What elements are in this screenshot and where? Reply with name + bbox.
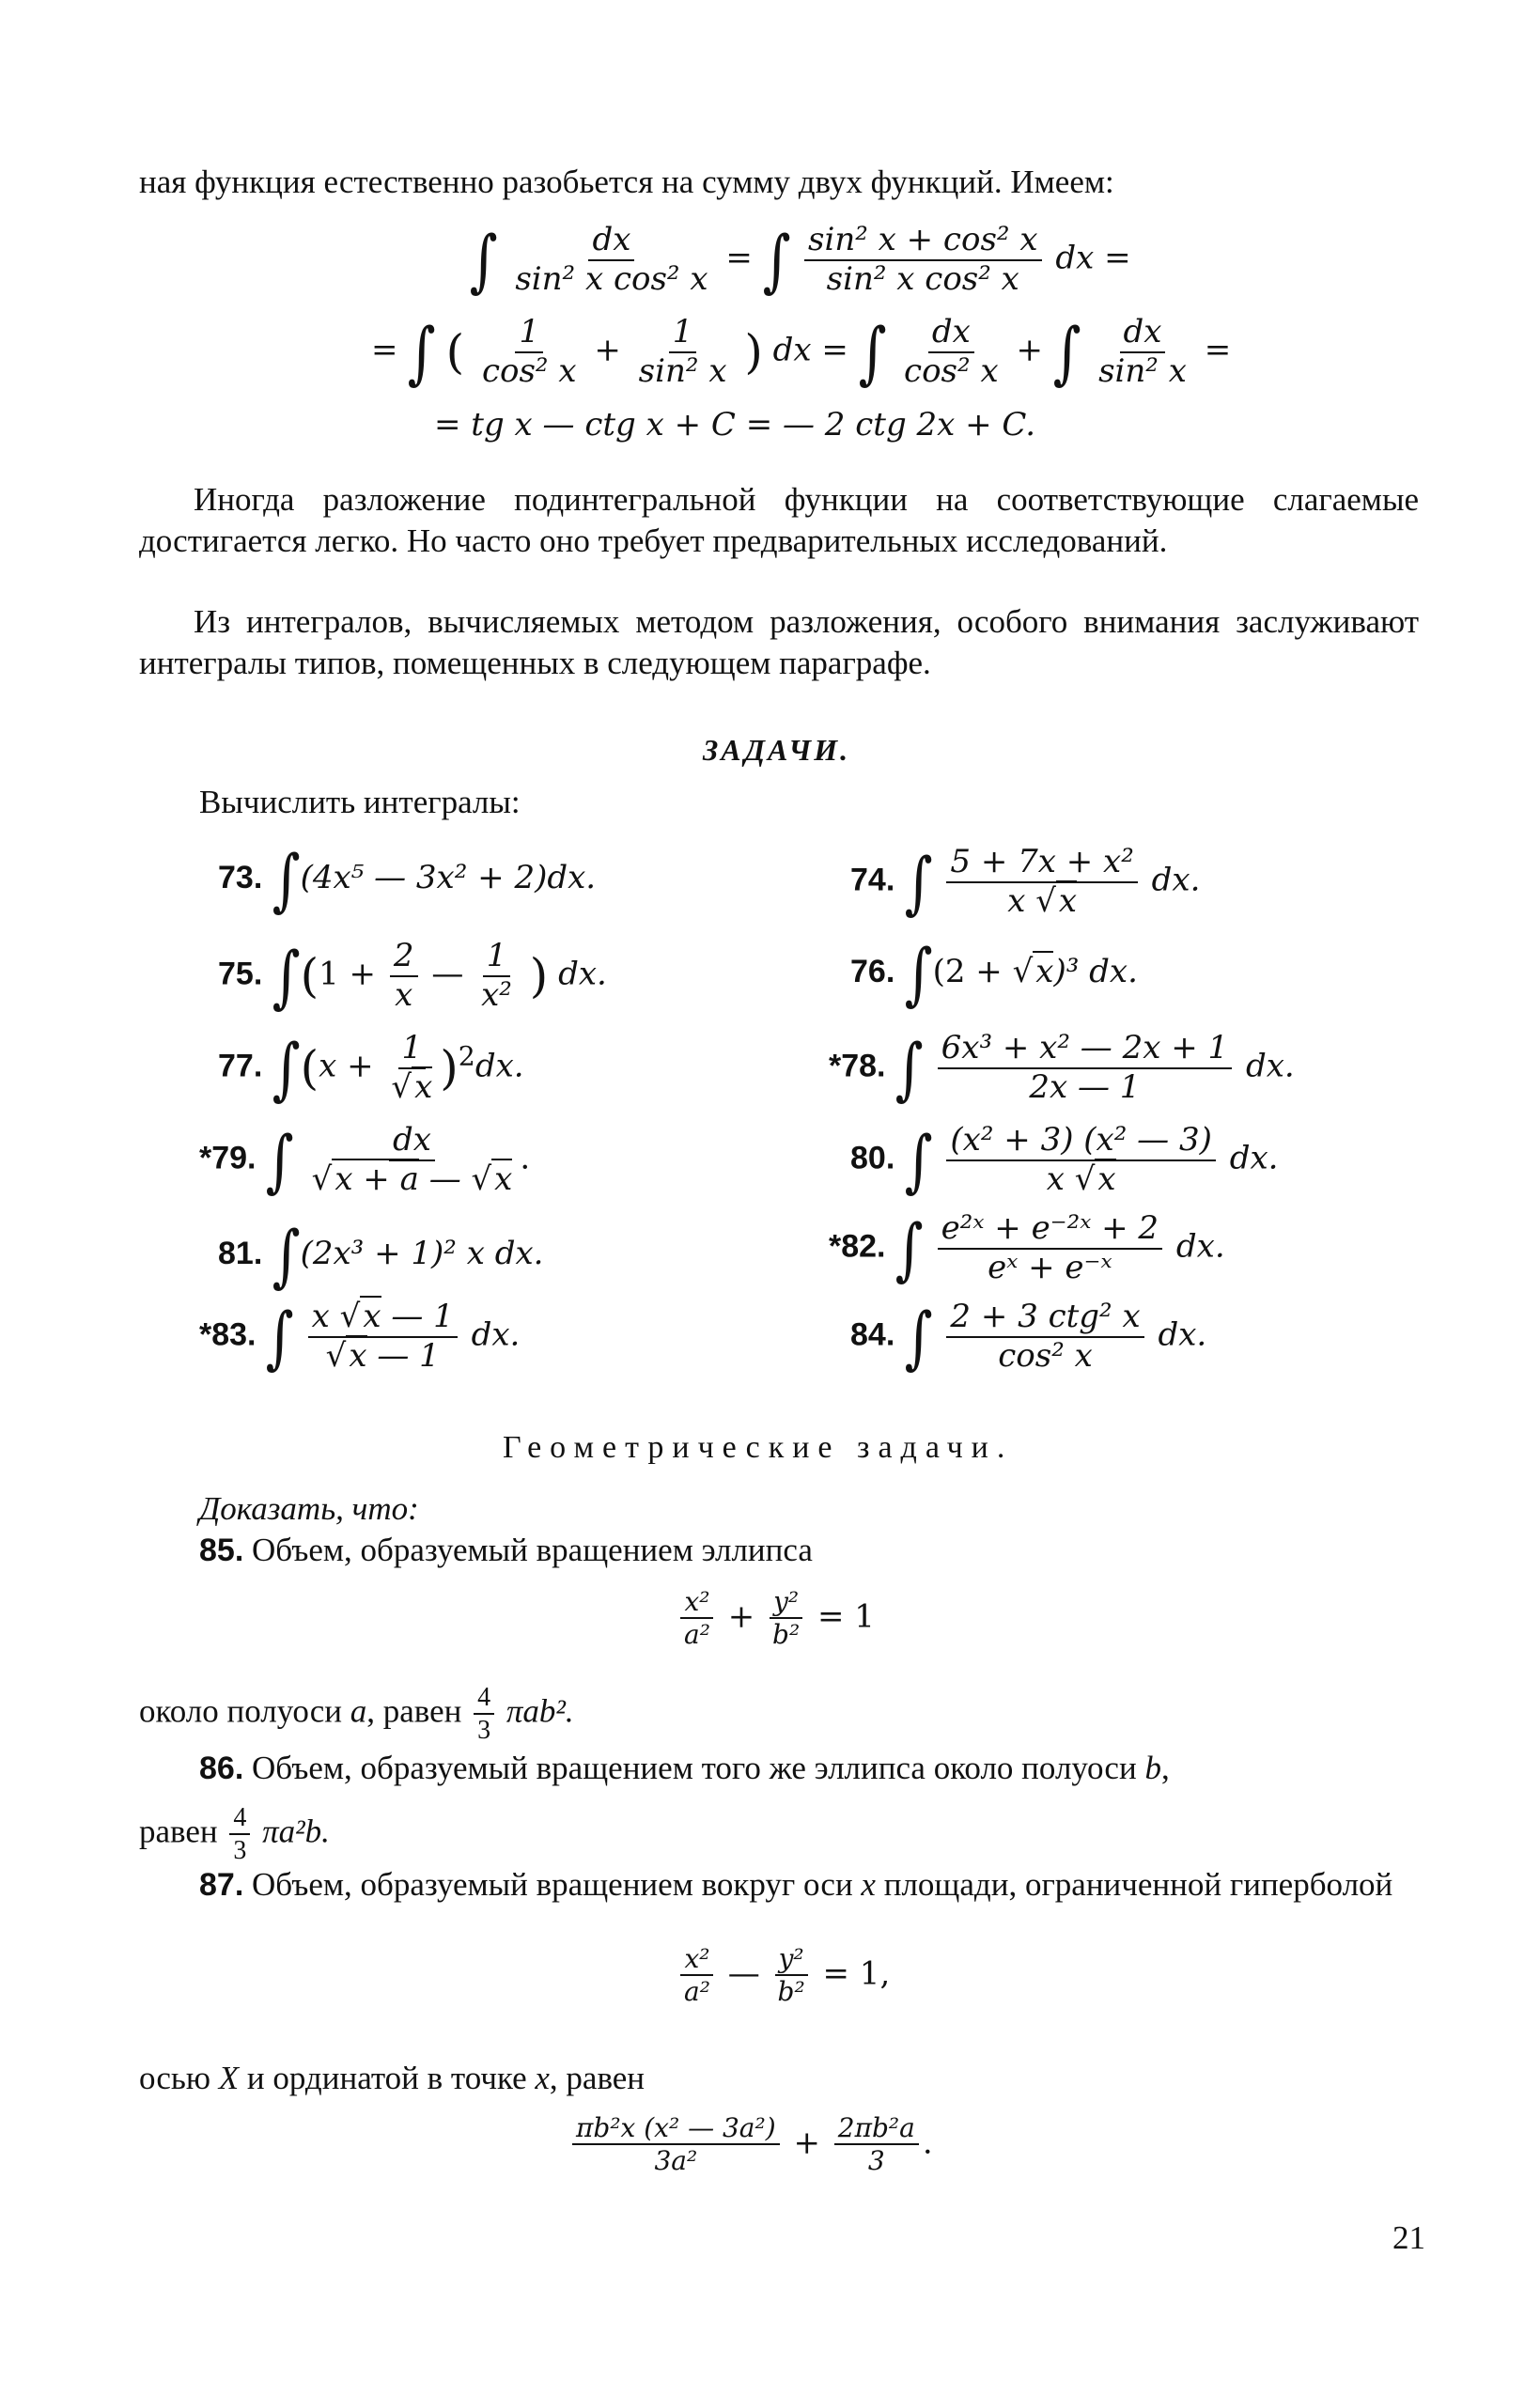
derivation-line-2: = ∫ ( $\frac{1}{\text{cos² x}}$ + $\frac{1}{\text{sin² x}}$ ) dx = ∫ $\frac{dx}{\text{cos² x}}$ + ∫ $\frac{dx}{\text{sin² x}}$ =	[371, 312, 1232, 392]
fraction: $\frac{1}{\text{x²}}$	[481, 937, 512, 1014]
fraction: $\frac{\text{5 + 7x + x²}}{x √x}$	[946, 846, 1137, 918]
fraction: $\frac{4}{3}$	[229, 1804, 250, 1865]
integral-sign: ∫	[904, 1297, 933, 1377]
final-formula: $\frac{\text{πb²x (x² — 3a²)}}{\text{3a²}}$ + $\frac{\text{2πb²a}}{3}$ .	[568, 2114, 933, 2175]
problem-77: 77. ∫(x + $\frac{1}{√x}$ )$^2$dx.	[218, 1028, 524, 1108]
section-title: ЗАДАЧИ.	[703, 733, 851, 767]
fraction: $\frac{1}{√x}$	[391, 1029, 433, 1106]
paragraph-1: Иногда разложение подинтегральной функции на соответствующие слагаемые достигается легко. Но часто оно требует предварительных исследований.	[139, 481, 1419, 559]
hyperbola-equation: $\frac{\text{x²}}{\text{a²}}$ — $\frac{\text{y²}}{\text{b²}}$ = 1,	[677, 1945, 890, 2006]
fraction: $\frac{\text{6x³ + x² — 2x + 1}}{2x — 1}$	[938, 1032, 1233, 1104]
integral-sign: ∫	[272, 1028, 301, 1108]
problem-84: 84. ∫ $\frac{\text{2 + 3 ctg² x}}{\text{cos² x}}$ dx.	[850, 1297, 1207, 1377]
problem-86-result: равен $\frac{4}{3}$ πa²b.	[139, 1803, 330, 1866]
integral-sign: ∫	[904, 842, 933, 922]
integral-sign: ∫	[762, 220, 791, 300]
fraction: $\frac{\text{y²}}{\text{b²}}$	[769, 1588, 803, 1649]
problem-74: 74. ∫ $\frac{\text{5 + 7x + x²}}{x √x}$ dx.	[850, 842, 1201, 922]
integral-sign: ∫	[895, 1028, 925, 1108]
integral-sign: ∫	[266, 1297, 295, 1377]
fraction: $\frac{4}{3}$	[474, 1684, 494, 1745]
fraction: $\frac{\text{πb²x (x² — 3a²)}}{\text{3a²}}$	[572, 2114, 780, 2175]
integral-sign: ∫	[904, 1120, 933, 1200]
fraction: $\frac{1}{\text{cos² x}}$	[481, 313, 577, 390]
page-number: 21	[1392, 2219, 1425, 2256]
fraction: $\frac{dx}{√x + a — √x}$	[311, 1121, 513, 1198]
fraction: $\frac{\text{sin² x + cos² x}}{\text{sin² x cos² x}}$	[804, 224, 1042, 296]
problem-79: *79. ∫ $\frac{dx}{√x + a — √x}$ .	[199, 1120, 531, 1200]
compute-label: Вычислить интегралы:	[199, 784, 521, 820]
integral-sign: ∫	[904, 934, 933, 1013]
integral-sign: ∫	[469, 220, 498, 300]
derivation-line-1: ∫ $\frac{dx}{\text{sin² x cos² x}}$ = ∫ $\frac{\text{sin² x + cos² x}}{\text{sin² x cos² x}}$ dx =	[469, 220, 1131, 300]
integral-sign: ∫	[858, 312, 887, 392]
problem-73: 73. ∫(4x⁵ — 3x² + 2)dx.	[218, 840, 597, 919]
geo-section-title: Геометрические задачи.	[503, 1430, 1014, 1465]
problem-87: 87. Объем, образуемый вращением вокруг оси x площади, ограниченной гиперболой	[199, 1866, 1393, 1903]
fraction: $\frac{\text{2 + 3 ctg² x}}{\text{cos² x}}$	[946, 1300, 1143, 1373]
prove-label: Доказать, что:	[199, 1490, 419, 1527]
fraction: $\frac{\text{y²}}{\text{b²}}$	[774, 1945, 809, 2006]
fraction: $\frac{dx}{\text{sin² x}}$	[1098, 313, 1187, 390]
fraction: $\frac{2}{x}$	[390, 940, 418, 1012]
paragraph-2: Из интегралов, вычисляемых методом разложения, особого внимания заслуживают интегралы типов, помещенных в следующем параграфе.	[139, 603, 1419, 681]
problem-80: 80. ∫ $\frac{\text{(x² + 3) (x² — 3)}}{x √x}$ dx.	[850, 1120, 1279, 1200]
problem-78: *78. ∫ $\frac{\text{6x³ + x² — 2x + 1}}{2x — 1}$ dx.	[829, 1028, 1295, 1108]
problem-76: 76. ∫(2 + √x)³ dx.	[850, 934, 1138, 1013]
fraction: $\frac{\text{(x² + 3) (x² — 3)}}{x √x}$	[946, 1124, 1215, 1196]
fraction: $\frac{\text{e²ˣ + e⁻²ˣ + 2}}{\text{eˣ + e⁻ˣ}}$	[938, 1212, 1162, 1284]
derivation-line-3: = tg x — ctg x + C = — 2 ctg 2x + C.	[434, 406, 1036, 444]
problem-81: 81. ∫(2x³ + 1)² x dx.	[218, 1216, 544, 1295]
fraction: $\frac{dx}{\text{sin² x cos² x}}$	[515, 221, 708, 298]
integral-sign: ∫	[272, 840, 301, 919]
integral-sign: ∫	[266, 1120, 295, 1200]
fraction: $\frac{x √x — 1}{√x — 1}$	[308, 1300, 458, 1373]
problem-82: *82. ∫ $\frac{\text{e²ˣ + e⁻²ˣ + 2}}{\text{eˣ + e⁻ˣ}}$ dx.	[829, 1208, 1225, 1288]
problem-85: 85. Объем, образуемый вращением эллипса	[199, 1532, 813, 1568]
fraction: $\frac{\text{2πb²a}}{3}$	[834, 2114, 919, 2175]
integral-sign: ∫	[1052, 312, 1081, 392]
problem-83: *83. ∫ $\frac{x √x — 1}{√x — 1}$ dx.	[199, 1297, 521, 1377]
integral-sign: ∫	[408, 312, 437, 392]
fraction: $\frac{\text{x²}}{\text{a²}}$	[680, 1588, 714, 1649]
problem-75: 75. ∫(1 + $\frac{2}{x}$ — $\frac{1}{\text{x²}}$ ) dx.	[218, 936, 607, 1016]
ellipse-equation: $\frac{\text{x²}}{\text{a²}}$ + $\frac{\text{y²}}{\text{b²}}$ = 1	[677, 1588, 875, 1649]
fraction: $\frac{\text{x²}}{\text{a²}}$	[680, 1945, 714, 2006]
problem-85-result: около полуоси a, равен $\frac{4}{3}$ πab².	[139, 1683, 574, 1746]
intro-line: ная функция естественно разобьется на сумму двух функций. Имеем:	[139, 163, 1114, 200]
integral-sign: ∫	[272, 1216, 301, 1295]
fraction: $\frac{1}{\text{sin² x}}$	[638, 313, 727, 390]
integral-sign: ∫	[272, 936, 301, 1016]
problem-86: 86. Объем, образуемый вращением того же эллипса около полуоси b,	[199, 1750, 1170, 1786]
problem-87-result: осью X и ординатой в точке x, равен	[139, 2060, 646, 2096]
fraction: $\frac{dx}{\text{cos² x}}$	[904, 313, 999, 390]
integral-sign: ∫	[895, 1208, 925, 1288]
